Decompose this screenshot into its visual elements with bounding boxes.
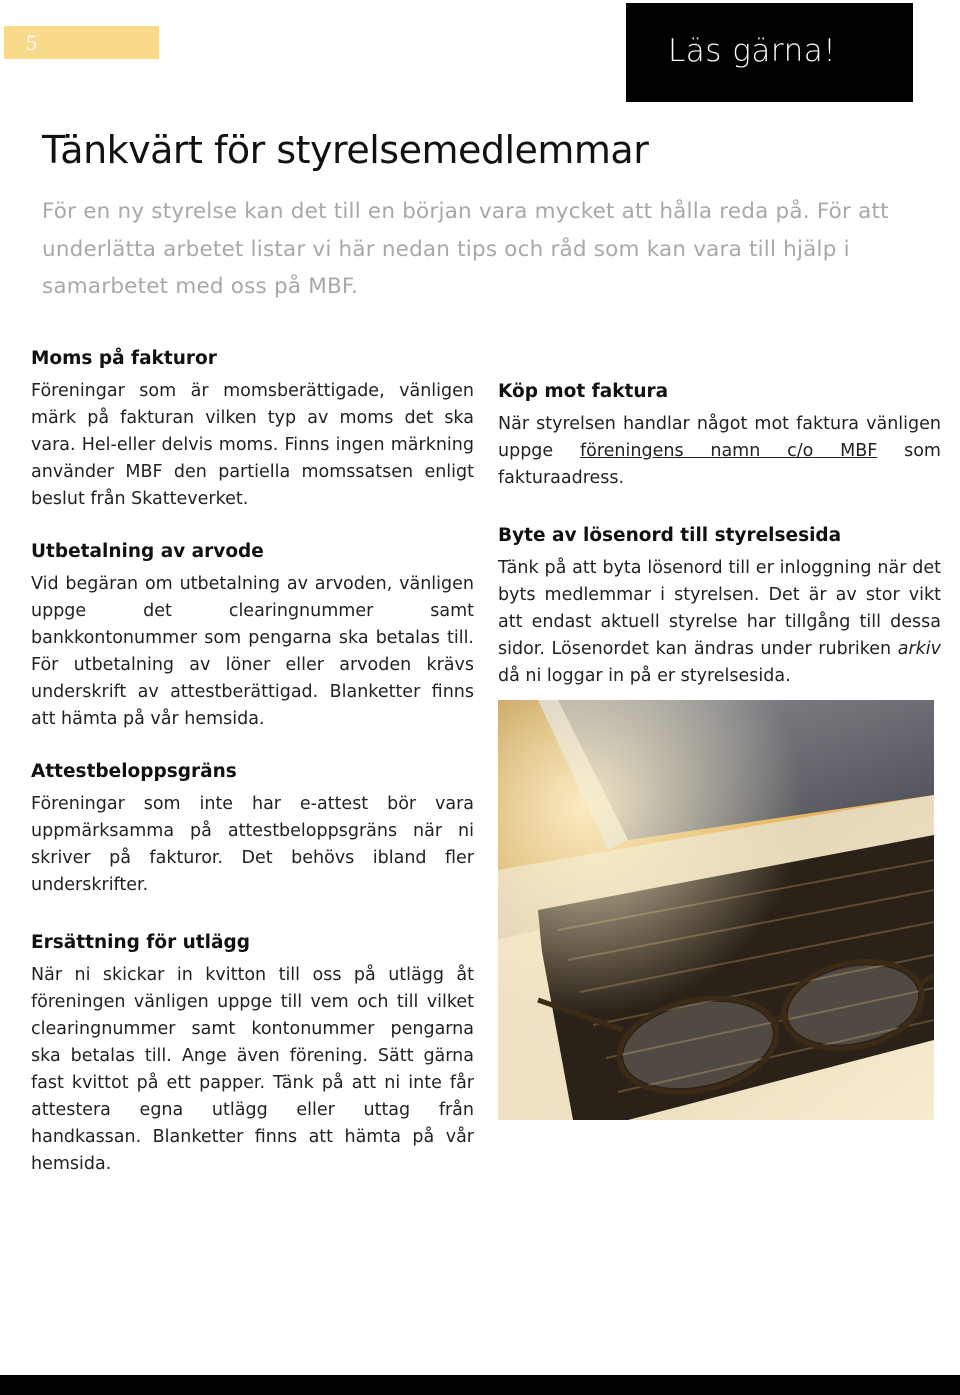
body-text: Tänk på att byta lösenord till er inloggning när det byts medlemmar i styrelsen. Det är av stor vikt att endast aktuell styrelse har tillgång till dessa sidor. Lösenordet kan ändras under rubriken (498, 558, 941, 659)
section-body (498, 555, 941, 690)
section-heading: Byte av lösenord till styrelsesida (498, 525, 842, 546)
section-heading: Utbetalning av arvode (31, 541, 264, 562)
header-banner (626, 3, 913, 102)
intro-paragraph: För en ny styrelse kan det till en början vara mycket att hålla reda på. För att underlätta arbetet listar vi här nedan tips och råd som kan vara till hjälp i samarbetet med oss på MBF. (42, 199, 889, 299)
section-heading: Attestbeloppsgräns (31, 761, 237, 782)
invoice-address-text: föreningens namn c/o MBF (579, 441, 878, 461)
laptop-glasses-photo (498, 700, 934, 1120)
section-heading: Moms på fakturor (31, 348, 217, 369)
section-body (498, 411, 941, 492)
section-moms (31, 346, 474, 513)
section-body: När ni skickar in kvitton till oss på utlägg åt föreningen vänligen uppge till vem och till vilket clearingnummer samt kontonummer pengarna ska betalas till. Ange även förening. Sätt gärna fast kvittot på ett papper. Tänk på att ni inte får attestera egna utlägg eller uttag från handkassan. Blanketter finns att hämta på vår hemsida. (31, 965, 474, 1174)
section-heading: Ersättning för utlägg (31, 932, 250, 953)
section-heading: Köp mot faktura (498, 381, 669, 402)
body-text: som fakturaadress. (498, 441, 941, 488)
section-losenord (498, 523, 941, 690)
section-attest (31, 759, 474, 899)
header-label: Läs gärna! (668, 33, 837, 69)
section-utlagg (31, 930, 474, 1178)
page-number: 5 (4, 26, 159, 59)
section-body: Föreningar som inte har e-attest bör vara uppmärksamma på attestbeloppsgräns när ni skriver på fakturor. Det behövs ibland fler underskrifter. (31, 794, 474, 895)
body-text: När styrelsen handlar något mot faktura vänligen uppge (498, 414, 941, 461)
emphasis-text: arkiv (897, 639, 941, 659)
section-body: Föreningar som är momsberättigade, vänligen märk på fakturan vilken typ av moms det ska vara. Hel-eller delvis moms. Finns ingen märkning använder MBF den partiella momssatsen enligt beslut från Skatteverket. (31, 381, 474, 509)
body-text: då ni loggar in på er styrelsesida. (498, 666, 791, 686)
section-arvode (31, 539, 474, 733)
footer-bar (0, 1375, 960, 1395)
section-body: Vid begäran om utbetalning av arvoden, vänligen uppge det clearingnummer samt bankkontonummer som pengarna ska betalas till. För utbetalning av löner eller arvoden krävs underskrift av attestberättigad. Blanketter finns att hämta på vår hemsida. (31, 574, 474, 729)
section-faktura (498, 379, 941, 492)
page-title: Tänkvärt för styrelsemedlemmar (42, 128, 649, 172)
